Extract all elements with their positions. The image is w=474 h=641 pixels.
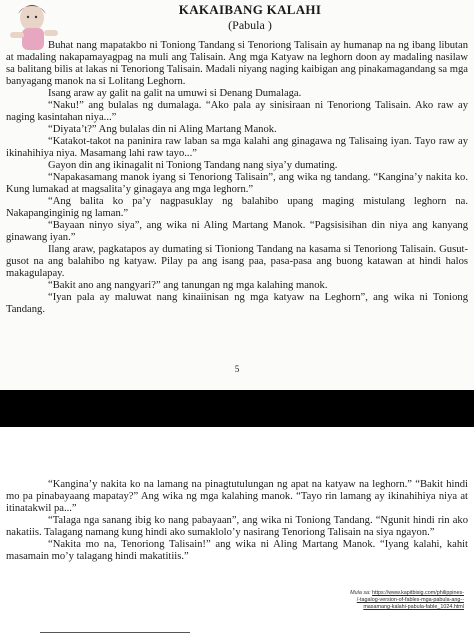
paragraph: “Bayaan ninyo siya”, ang wika ni Aling Martang Manok. “Pagsisisihan din niya ang kanyang ginawang iyan.” — [6, 220, 468, 243]
paragraph: Gayon din ang ikinagalit ni Toniong Tandang nang siya’y dumating. — [48, 160, 338, 171]
paragraph: Isang araw ay galit na galit na umuwi si Denang Dumalaga. — [48, 88, 302, 99]
paragraph: “Diyata’t?” Ang bulalas din ni Aling Martang Manok. — [48, 124, 277, 135]
paragraph: “Ang balita ko pa’y nagpasuklay ng balahibo upang maging mistulang leghorn na. Nakapanginginig ng laman.” — [6, 196, 468, 219]
top-text-block — [6, 40, 468, 316]
paragraph: “Talaga nga sanang ibig ko nang pabayaan”, ang wika ni Toniong Tandang. “Ngunit hindi rin ako nakatiis. Talagang namang kung hindi ako sumaklolo’y nasirang Tenoriong Talisain na siya ngayon.” — [6, 515, 468, 538]
paragraph: “Katakot-takot na paninira raw laban sa mga kalahi ang ginagawa ng Talisaing iyan. Tayo raw ay ikinahihiya niya. Masamang lahi raw tayo...” — [6, 136, 468, 159]
paragraph: “Iyan pala ay maluwat nang kinaiinisan ng mga katyaw na Leghorn”, ang wika ni Toniong Tandang. — [6, 292, 468, 315]
document-page-bottom — [0, 427, 474, 641]
bottom-text-block — [6, 479, 468, 563]
paragraph: “Naku!” ang bulalas ng dumalaga. “Ako pala ay sinisiraan ni Tenoriong Talisain. Ako raw ay naging kasintahan niya...” — [6, 100, 468, 123]
source-link-line2[interactable]: /-tagalog-version-of-fables-mga-pabula-ang-- — [356, 597, 464, 603]
paragraph: “Bakit ano ang nangyari?” ang tanungan ng mga kalahing manok. — [48, 280, 328, 291]
paragraph: “Nakita mo na, Tenoriong Talisain!” ang wika ni Aling Martang Manok. “Iyang kalahi, kahit masamain mo’y talagang hindi makatitiis.” — [6, 539, 468, 562]
paragraph: “Napakasamang manok iyang si Tenoriong Talisain”, ang wika ng tandang. “Kangina’y nakita ko. Kung lumakad at magsalita’y ginagaya ang mga leghorn.” — [6, 172, 468, 195]
page-divider — [0, 390, 474, 427]
page-number: 5 — [234, 364, 240, 374]
source-citation — [264, 590, 464, 611]
document-subtitle: (Pabula ) — [228, 18, 272, 32]
paragraph: Buhat nang mapatakbo ni Toniong Tandang si Tenoriong Talisain ay humanap na ng ibang libutan at madaling nakapamayagpag na muli ang Talisain. Ang mga Katyaw na leghorn doon ay madaling nasilaw sa balitang bilis at lakas ni Tenoriong Talisain. Madali niyang naging kaibigan ang pinakamagandang sa mga banyagang manok na si Lolitang Leghorn. — [6, 40, 468, 87]
paragraph: “Kangina’y nakita ko na lamang na pinagtutulungan ng apat na katyaw na leghorn.” “Bakit hindi mo pa pinabayaang mapatay?” Ang wika ng mga kalahing manok. “Tayo rin lamang ay ikinahihiya niya at itinatakwil pa...” — [6, 479, 468, 514]
document-title: KAKAIBANG KALAHI — [178, 2, 322, 17]
footer-rule — [40, 632, 190, 633]
source-link-line1[interactable]: https://www.kapitbisig.com/philippines- — [372, 590, 464, 596]
source-link-line3[interactable]: masamang-kalahi-pabula-fable_1024.html — [363, 604, 464, 610]
source-label: Mula sa: — [350, 590, 371, 596]
paragraph: Ilang araw, pagkatapos ay dumating si Tioniong Tandang na kasama si Tenoriong Talisain. Gusut-gusot na ang balahibo ng katyaw. Pilay pa ang isang paa, pasa-pasa ang buong katawan at hindi halos makagulapay. — [6, 244, 468, 279]
